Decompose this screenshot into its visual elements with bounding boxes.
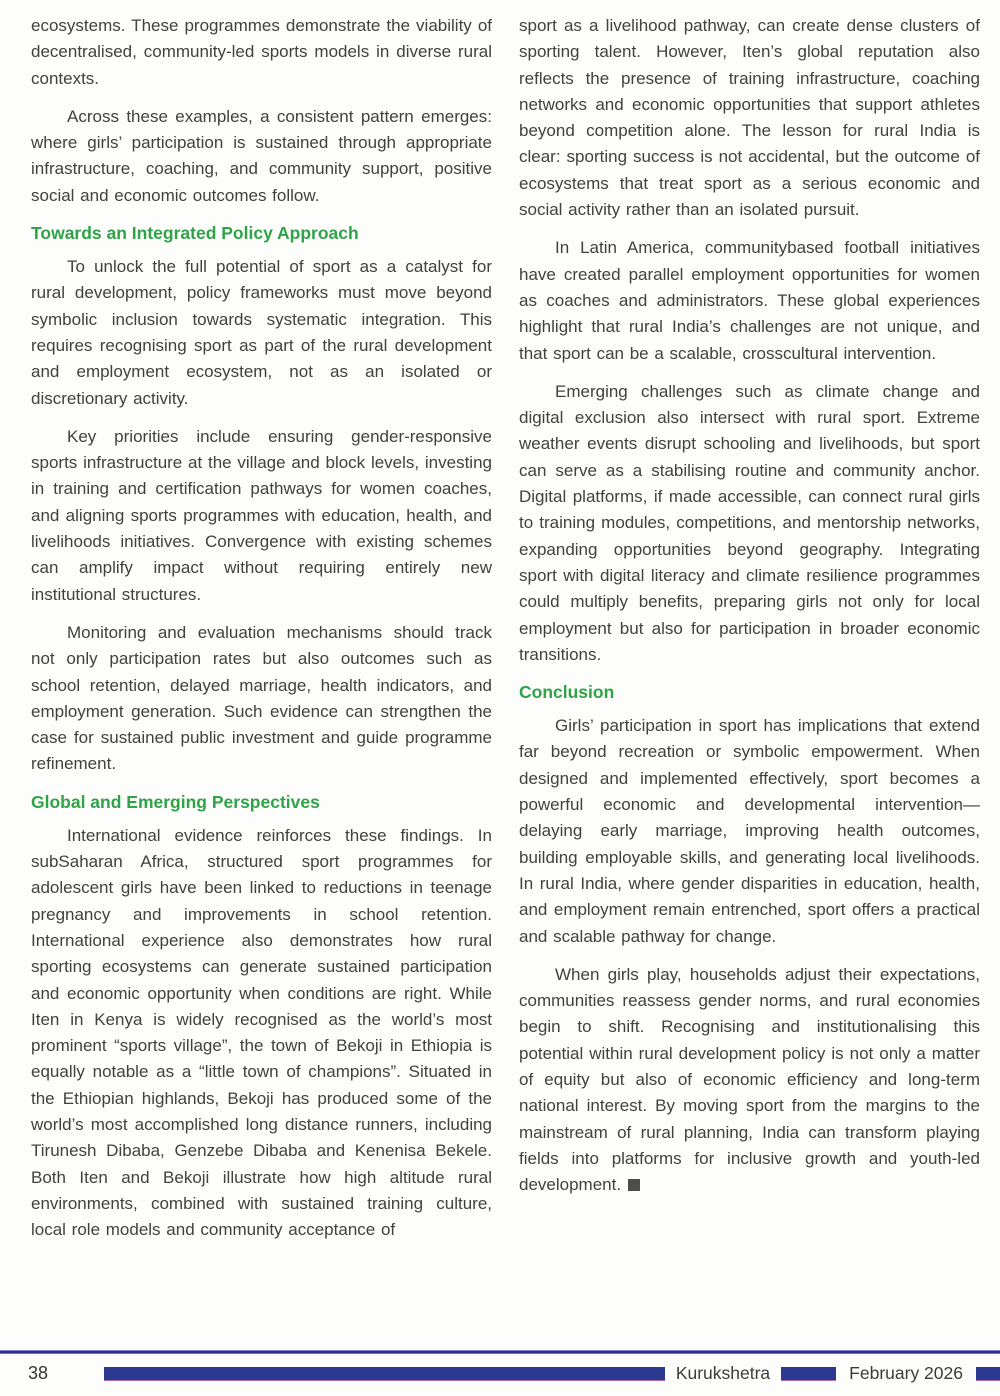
body-paragraph: To unlock the full potential of sport as a catalyst for rural development, policy frameworks must move beyond symbolic inclusion towards systematic integration. This requires recognising sport as part of the rural development and employment ecosystem, not as an isolated or discretionary activity. xyxy=(31,257,492,408)
footer-bar-right xyxy=(976,1367,1000,1380)
body-paragraph: Monitoring and evaluation mechanisms should track not only participation rates but also outcomes such as school retention, delayed marriage, health indicators, and employment generation. Such evidence can strengthen the case for sustained public investment and guide programme refinement. xyxy=(31,622,492,774)
body-paragraph: Emerging challenges such as climate change and digital exclusion also intersect with rural sport. Extreme weather events disrupt schooling and livelihoods, but sport can serve as a stabilising routine and community anchor. Digital platforms, if made accessible, can connect rural girls to training modules, competitions, and mentorship networks, expanding opportunities beyond geography. Integrating sport with digital literacy and climate resilience programmes could multiply benefits, preparing girls not only for local employment but also for participation in broader economic transitions. xyxy=(519,381,980,664)
body-paragraph: sport as a livelihood pathway, can create dense clusters of sporting talent. However, Iten’s global reputation also reflects the presence of training infrastructure, coaching networks and economic opportunities that support athletes beyond competition alone. The lesson for rural India is clear: sporting success is not accidental, but the outcome of ecosystems that treat sport as a serious economic and social activity rather than an isolated pursuit. xyxy=(519,16,980,220)
body-paragraph: When girls play, households adjust their expectations, communities reassess gender norms, and rural economies begin to shift. Recognising and institutionalising this potential within rural development policy is not only a matter of equity but also of economic efficiency and long-term national interest. By moving sport from the margins to the mainstream of rural planning, India can transform playing fields into platforms for inclusive growth and youth-led development. xyxy=(519,964,980,1195)
footer-bar-long xyxy=(104,1367,665,1380)
section-heading: Towards an Integrated Policy Approach xyxy=(31,223,359,244)
section-heading: Global and Emerging Perspectives xyxy=(31,791,320,812)
issue-date: February 2026 xyxy=(849,1363,963,1383)
body-paragraph: ecosystems. These programmes demonstrate the viability of decentralised, community-led sports models in diverse rural contexts. xyxy=(31,16,492,88)
article-end-mark-icon xyxy=(628,1179,640,1191)
body-paragraph: In Latin America, communitybased football initiatives have created parallel employment opportunities for women as coaches and administrators. These global experiences highlight that rural India’s challenges are not unique, and that sport can be a scalable, crosscultural intervention. xyxy=(519,238,980,363)
right-column xyxy=(519,13,980,1350)
footer-bar-mid xyxy=(781,1367,836,1380)
left-column xyxy=(31,13,492,1350)
footer-row xyxy=(0,1363,1000,1384)
page-footer xyxy=(0,1350,1000,1396)
body-paragraph: Across these examples, a consistent pattern emerges: where girls’ participation is sustained through appropriate infrastructure, coaching, and community support, positive social and economic outcomes follow. xyxy=(31,106,492,205)
body-paragraph: International evidence reinforces these findings. In subSaharan Africa, structured sport programmes for adolescent girls have been linked to reductions in teenage pregnancy and improvements in school retention. International experience also demonstrates how rural sporting ecosystems can generate sustained participation and economic opportunity when conditions are right. While Iten in Kenya is widely recognised as the world’s most prominent “sports village”, the town of Bekoji in Ethiopia is equally notable as a “little town of champions”. Situated in the Ethiopian highlands, Bekoji has produced some of the world’s most accomplished long distance runners, including Tirunesh Dibaba, Genzebe Dibaba and Kenenisa Bekele. Both Iten and Bekoji illustrate how high altitude rural environments, combined with sustained training culture, local role models and community acceptance of xyxy=(31,825,492,1240)
body-paragraph: Key priorities include ensuring gender-responsive sports infrastructure at the village and block levels, investing in training and certification pathways for women coaches, and aligning sports programmes with education, health, and livelihoods initiatives. Convergence with existing schemes can amplify impact without requiring entirely new institutional structures. xyxy=(31,426,492,604)
footer-rule xyxy=(0,1350,1000,1354)
section-heading: Conclusion xyxy=(519,682,615,703)
body-paragraph: Girls’ participation in sport has implications that extend far beyond recreation or symbolic empowerment. When designed and implemented effectively, sport becomes a powerful economic and developmental intervention—delaying early marriage, improving health outcomes, building employable skills, and generating local livelihoods. In rural India, where gender disparities in education, health, and employment remain entrenched, sport offers a practical and scalable pathway for change. xyxy=(519,716,980,946)
page-number: 38 xyxy=(28,1363,49,1383)
journal-name: Kurukshetra xyxy=(675,1363,771,1383)
